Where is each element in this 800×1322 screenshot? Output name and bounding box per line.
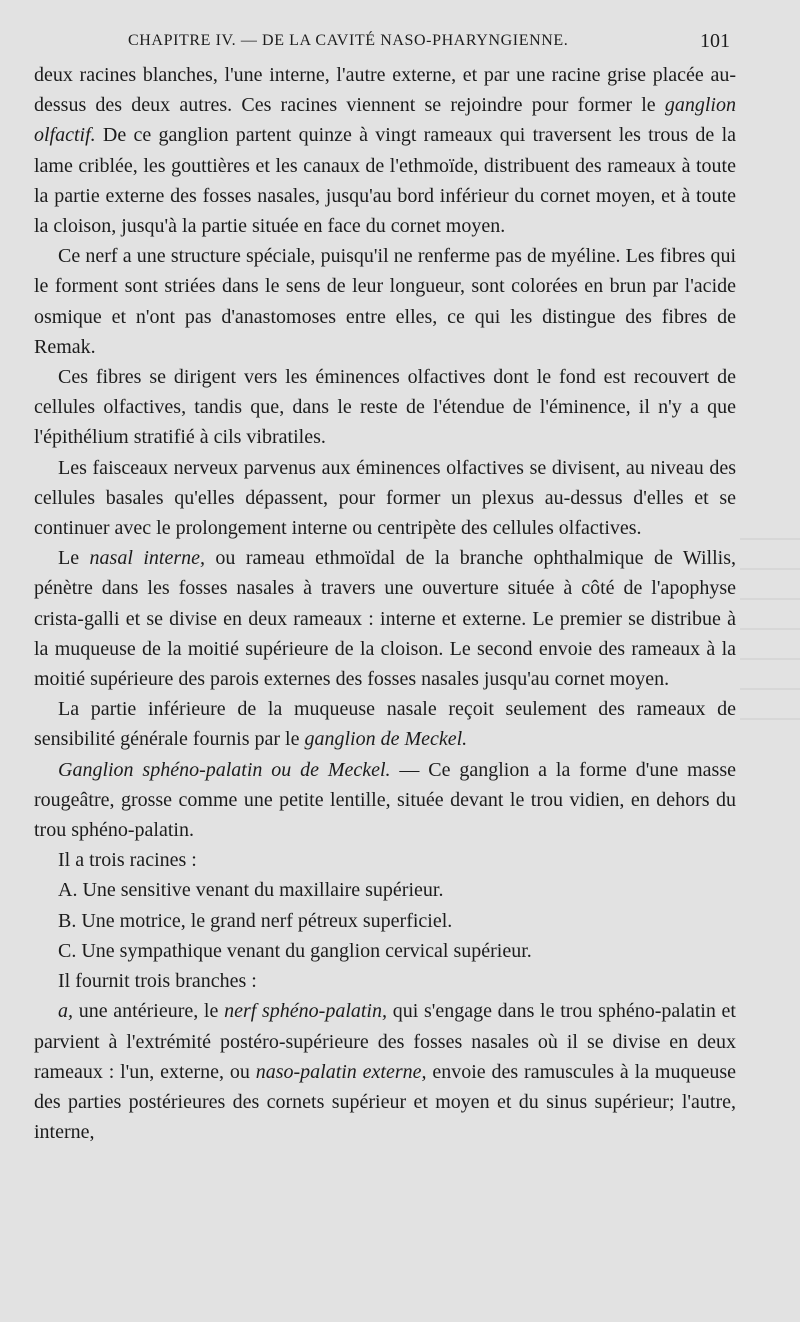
list-item-c: C. Une sympathique venant du ganglion cervical supérieur.	[58, 939, 532, 962]
body-text	[34, 60, 736, 1147]
paragraph-4: Les faisceaux nerveux parvenus aux éminences olfactives se divisent, au niveau des cellules basales qu'elles dépassent, pour former un plexus au-dessus d'elles et se continuer avec le prolongement interne ou centripète des cellules olfactives.	[34, 456, 736, 540]
list-item-a: A. Une sensitive venant du maxillaire supérieur.	[58, 879, 444, 902]
paragraph-7: Ganglion sphéno-palatin ou de Meckel. — Ce ganglion a la forme d'une masse rougeâtre, grosse comme une petite lentille, située devant le trou vidien, en dehors du trou sphéno-palatin.	[34, 758, 736, 842]
root-list	[34, 875, 736, 966]
paragraph-8: Il a trois racines :	[58, 849, 197, 872]
running-head: CHAPITRE IV. — DE LA CAVITÉ NASO-PHARYNGIENNE.	[128, 32, 569, 49]
show-through-texture	[740, 520, 800, 720]
paragraph-3: Ces fibres se dirigent vers les éminences olfactives dont le fond est recouvert de cellules olfactives, tandis que, dans le reste de l'étendue de l'éminence, il n'y a que l'épithélium stratifié à cils vibratiles.	[34, 366, 736, 449]
paragraph-6: La partie inférieure de la muqueuse nasale reçoit seulement des rameaux de sensibilité générale fournis par le ganglion de Meckel.	[34, 698, 736, 751]
page-number: 101	[700, 30, 730, 52]
paragraph-10: a, une antérieure, le nerf sphéno-palatin, qui s'engage dans le trou sphéno-palatin et parvient à l'extrémité postéro-supérieure des fosses nasales où il se divise en deux rameaux : l'un, externe, ou naso-palatin externe, envoie des ramuscules à la muqueuse des parties postérieures des cornets supérieur et moyen et du sinus supérieur; l'autre, interne,	[34, 1000, 736, 1144]
paragraph-9: Il fournit trois branches :	[58, 970, 257, 993]
paragraph-1: deux racines blanches, l'une interne, l'autre externe, et par une racine grise placée au-dessus des deux autres. Ces racines viennent se rejoindre pour former le ganglion olfactif. De ce ganglion partent quinze à vingt rameaux qui traversent les trous de la lame criblée, les gouttières et les canaux de l'ethmoïde, distribuent des rameaux à toute la partie externe des fosses nasales, jusqu'au bord inférieur du cornet moyen, et à toute la cloison, jusqu'à la partie située en face du cornet moyen.	[34, 64, 736, 238]
paragraph-2: Ce nerf a une structure spéciale, puisqu'il ne renferme pas de myéline. Les fibres qui le forment sont striées dans le sens de leur longueur, sont colorées en brun par l'acide osmique et n'ont pas d'anastomoses entre elles, ce qui les distingue des fibres de Remak.	[34, 245, 736, 358]
list-item-b: B. Une motrice, le grand nerf pétreux superficiel.	[58, 909, 453, 932]
paragraph-5: Le nasal interne, ou rameau ethmoïdal de la branche ophthalmique de Willis, pénètre dans les fosses nasales à travers une ouverture située à côté de l'apophyse crista-galli et se divise en deux rameaux : interne et externe. Le premier se distribue à la muqueuse de la moitié supérieure de la cloison. Le second envoie des rameaux à la moitié supérieure des parois externes des fosses nasales jusqu'au cornet moyen.	[34, 547, 736, 691]
page-header	[0, 28, 800, 58]
